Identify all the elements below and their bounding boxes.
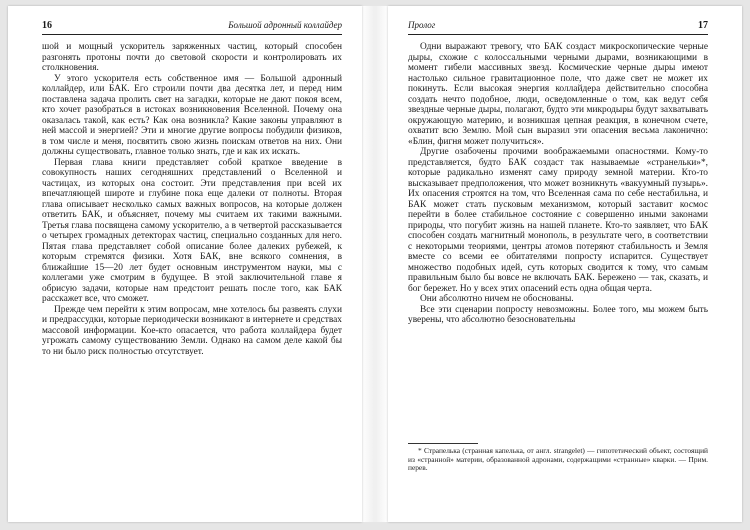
book-gutter (362, 6, 388, 522)
right-page (388, 6, 742, 522)
footnote (408, 443, 708, 473)
left-page (8, 6, 362, 522)
footnote-rule (408, 443, 478, 444)
paragraph: Одни выражают тревогу, что БАК создаст микроскопические черные дыры, схожие с колоссальными черными дырами, возникающими в момент гибели массивных звезд. Космические черные дыры имеют настолько сильное гравитационное поле, что даже свет не может их покинуть. Если высокая энергия коллайдера действительно способна создать нечто подобное, люди, осведомленные о том, как ведут себя звездные черные дыры, полагают, будто эти микродыры будут захватывать окружающую материю, и возникшая цепная реакция, в конечном счете, охватит всю Землю. Мой сын выразил эти опасения весьма лаконично: «Блин, фигня может получиться». (408, 42, 708, 147)
running-title: Большой адронный коллайдер (228, 20, 342, 30)
paragraph: У этого ускорителя есть собственное имя — Большой адронный коллайдер, или БАК. Его строили почти два десятка лет, и перед ним поставлена задача пролить свет на загадки, которые не дают покоя всем, кто хочет разобраться в истоках возникновения Вселенной. Почему она оказалась такой, как есть? Как она возникла? Какие законы управляют в ней массой и энергией? Эти и многие другие вопросы побудили физиков, в том числе и меня, посвятить свою жизнь поискам ответов на них. Они должны существовать, главное только знать, где и как их искать. (42, 73, 342, 157)
paragraph: Они абсолютно ничем не обоснованы. (420, 294, 574, 304)
paragraph: Прежде чем перейти к этим вопросам, мне хотелось бы развеять слухи и предрассудки, которые периодически возникают в интернете и средствах массовой информации. Кое-кто опасается, что работа коллайдера будет угрожать самому существованию Земли. Однако на самом деле какой бы то ни было риск полностью отсутствует. (42, 304, 342, 357)
right-page-header (408, 20, 708, 35)
page-number: 16 (42, 20, 52, 31)
paragraph: Другие озабочены прочими воображаемыми опасностями. Кому-то представляется, будто БАК создаст так называемые «странельки»*, которые радикально изменят саму природу земной материи. Кто-то высказывает предположения, что может возникнуть «вакуумный пузырь». Их опасения строятся на том, что Вселенная сама по себе нестабильна, и БАК может стать пусковым механизмом, который заставит космос перейти в более стабильное состояние с совершенно иными законами природы, что погубит жизнь на нашей планете. Кто-то заявляет, что БАК способен создать магнитный монополь, в результате чего, в соответствии с некоторыми теориями, центры атомов потеряют стабильность и Земля вместе со всеми ее обитателями попросту испарится. Существует множество подобных идей, суть которых сводится к тому, что самым правильным было бы вовсе не включать БАК. Бережено — так, сказать, и бог бережет. Но у всех этих опасений есть одна общая черта. (408, 147, 708, 294)
paragraph: Первая глава книги представляет собой краткое введение в совокупность наших сегодняшних представлений о Вселенной и частицах, из которых она состоит. Эти представления при всей их впечатляющей широте и глубине пока еще далеки от полноты. Вторая глава описывает несколько самых важных вопросов, на которые должен ответить БАК, и объясняет, почему мы считаем их такими важными. Третья глава посвящена самому ускорителю, а в четвертой рассказывается о четырех громадных детекторах частиц, специально созданных для него. Пятая глава представляет собой описание более далеких рубежей, к которым стремятся физики. Хотя БАК, вне всякого сомнения, в ближайшие 15—20 лет будет основным инструментом науки, мы с коллегами уже смотрим в будущее. В этой заключительной главе я обрисую задачи, которые нам предстоит решать после того, как БАК расскажет все, что сможет. (42, 157, 342, 304)
footnote-text: * Страпелька (странная капелька, от англ. strangelet) — гипотетический объект, состоящий из «странной» материи, образованной адронами, содержащими «странные» кварки. — Прим. перев. (408, 446, 708, 473)
paragraph: шой и мощный ускоритель заряженных частиц, который способен разгонять протоны почти до световой скорости и контролировать их столкновения. (42, 42, 342, 73)
right-page-body (408, 42, 708, 326)
page-number: 17 (698, 20, 708, 31)
running-title: Пролог (408, 20, 436, 30)
paragraph: Все эти сценарии попросту невозможны. Более того, мы можем быть уверены, что абсолютно безосновательны (408, 304, 708, 325)
left-page-header (42, 20, 342, 35)
left-page-body (42, 42, 342, 357)
